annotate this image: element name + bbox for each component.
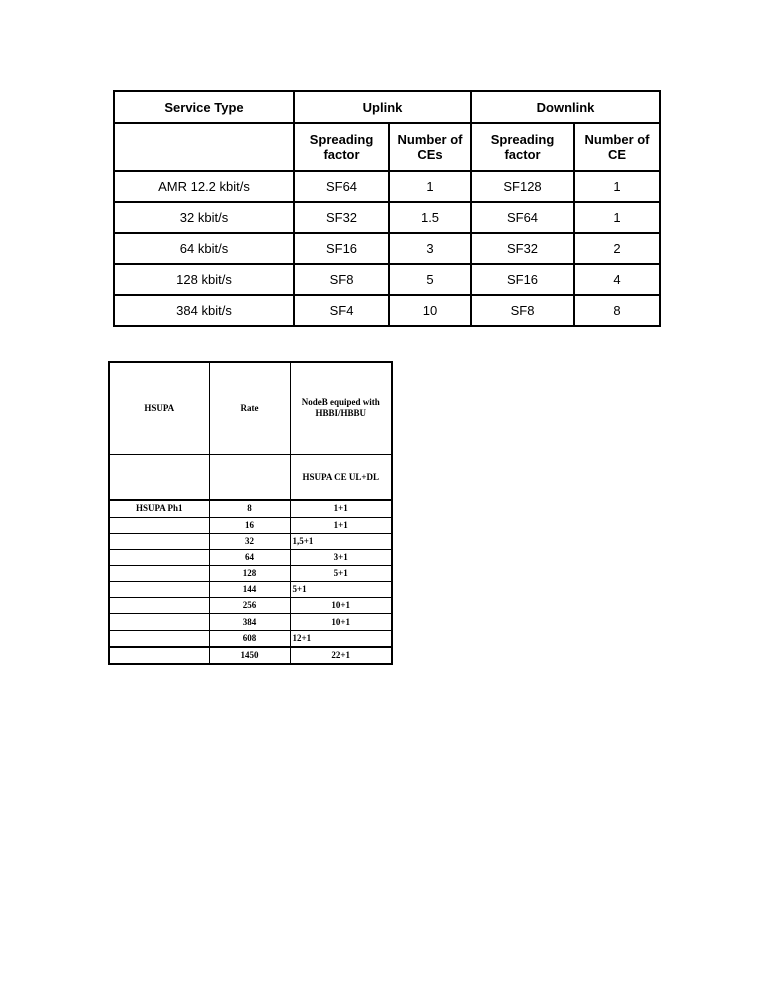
header-empty-cell (109, 454, 209, 500)
cell-dl-ce: 8 (574, 295, 660, 326)
table-row (114, 295, 660, 326)
cell-ul-ce: 5 (389, 264, 471, 295)
table-row (109, 598, 392, 614)
cell-ul-ce: 3 (389, 233, 471, 264)
table-subheader-row (109, 454, 392, 500)
cell-ul-sf: SF64 (294, 171, 389, 202)
cell-hsupa-ce: 1+1 (290, 500, 392, 517)
cell-rate: 608 (209, 630, 290, 647)
table-header-row (109, 362, 392, 454)
header-nodeb: NodeB equiped with HBBI/HBBU (290, 362, 392, 454)
table-row (109, 582, 392, 598)
cell-service: 64 kbit/s (114, 233, 294, 264)
header-downlink: Downlink (471, 91, 660, 123)
cell-hsupa-label (109, 614, 209, 630)
cell-dl-sf: SF64 (471, 202, 574, 233)
service-ce-table (113, 90, 661, 327)
cell-dl-sf: SF32 (471, 233, 574, 264)
header-dl-number-of-ce: Number of CE (574, 123, 660, 171)
cell-dl-ce: 4 (574, 264, 660, 295)
table-row (109, 614, 392, 630)
cell-hsupa-ce: 1+1 (290, 517, 392, 533)
cell-dl-ce: 1 (574, 202, 660, 233)
header-empty-cell (114, 123, 294, 171)
table-row (109, 533, 392, 549)
cell-ul-sf: SF8 (294, 264, 389, 295)
cell-hsupa-ce: 10+1 (290, 614, 392, 630)
cell-service: AMR 12.2 kbit/s (114, 171, 294, 202)
cell-hsupa-label: HSUPA Ph1 (109, 500, 209, 517)
header-ul-number-of-ces: Number of CEs (389, 123, 471, 171)
header-hsupa: HSUPA (109, 362, 209, 454)
cell-rate: 16 (209, 517, 290, 533)
cell-hsupa-label (109, 598, 209, 614)
cell-hsupa-ce: 12+1 (290, 630, 392, 647)
hsupa-table-body (109, 500, 392, 664)
cell-service: 384 kbit/s (114, 295, 294, 326)
cell-hsupa-ce: 1,5+1 (290, 533, 392, 549)
cell-dl-sf: SF16 (471, 264, 574, 295)
cell-rate: 32 (209, 533, 290, 549)
cell-rate: 384 (209, 614, 290, 630)
hsupa-ce-table (108, 361, 393, 665)
table-row (114, 264, 660, 295)
table-row (109, 517, 392, 533)
header-ul-spreading-factor: Spreading factor (294, 123, 389, 171)
cell-service: 32 kbit/s (114, 202, 294, 233)
table-row (109, 565, 392, 581)
cell-ul-sf: SF32 (294, 202, 389, 233)
cell-ul-sf: SF4 (294, 295, 389, 326)
header-dl-spreading-factor: Spreading factor (471, 123, 574, 171)
table-header-row (114, 91, 660, 123)
cell-hsupa-label (109, 582, 209, 598)
header-service-type: Service Type (114, 91, 294, 123)
cell-hsupa-ce: 22+1 (290, 647, 392, 664)
cell-rate: 8 (209, 500, 290, 517)
cell-dl-sf: SF8 (471, 295, 574, 326)
cell-rate: 256 (209, 598, 290, 614)
header-hsupa-ce: HSUPA CE UL+DL (290, 454, 392, 500)
cell-rate: 144 (209, 582, 290, 598)
table-row (114, 171, 660, 202)
cell-ul-ce: 10 (389, 295, 471, 326)
cell-rate: 64 (209, 549, 290, 565)
cell-ul-sf: SF16 (294, 233, 389, 264)
table-row (109, 549, 392, 565)
cell-service: 128 kbit/s (114, 264, 294, 295)
cell-dl-ce: 1 (574, 171, 660, 202)
cell-hsupa-label (109, 549, 209, 565)
cell-rate: 1450 (209, 647, 290, 664)
cell-hsupa-label (109, 565, 209, 581)
cell-hsupa-label (109, 630, 209, 647)
cell-dl-ce: 2 (574, 233, 660, 264)
cell-dl-sf: SF128 (471, 171, 574, 202)
table-row (109, 630, 392, 647)
cell-hsupa-ce: 3+1 (290, 549, 392, 565)
header-empty-cell (209, 454, 290, 500)
table-row (109, 500, 392, 517)
table-row (114, 202, 660, 233)
cell-hsupa-label (109, 533, 209, 549)
cell-rate: 128 (209, 565, 290, 581)
table-row (109, 647, 392, 664)
cell-hsupa-ce: 5+1 (290, 565, 392, 581)
cell-hsupa-ce: 10+1 (290, 598, 392, 614)
cell-hsupa-label (109, 647, 209, 664)
table-subheader-row (114, 123, 660, 171)
table-row (114, 233, 660, 264)
cell-hsupa-label (109, 517, 209, 533)
header-uplink: Uplink (294, 91, 471, 123)
cell-ul-ce: 1 (389, 171, 471, 202)
cell-ul-ce: 1.5 (389, 202, 471, 233)
header-rate: Rate (209, 362, 290, 454)
cell-hsupa-ce: 5+1 (290, 582, 392, 598)
